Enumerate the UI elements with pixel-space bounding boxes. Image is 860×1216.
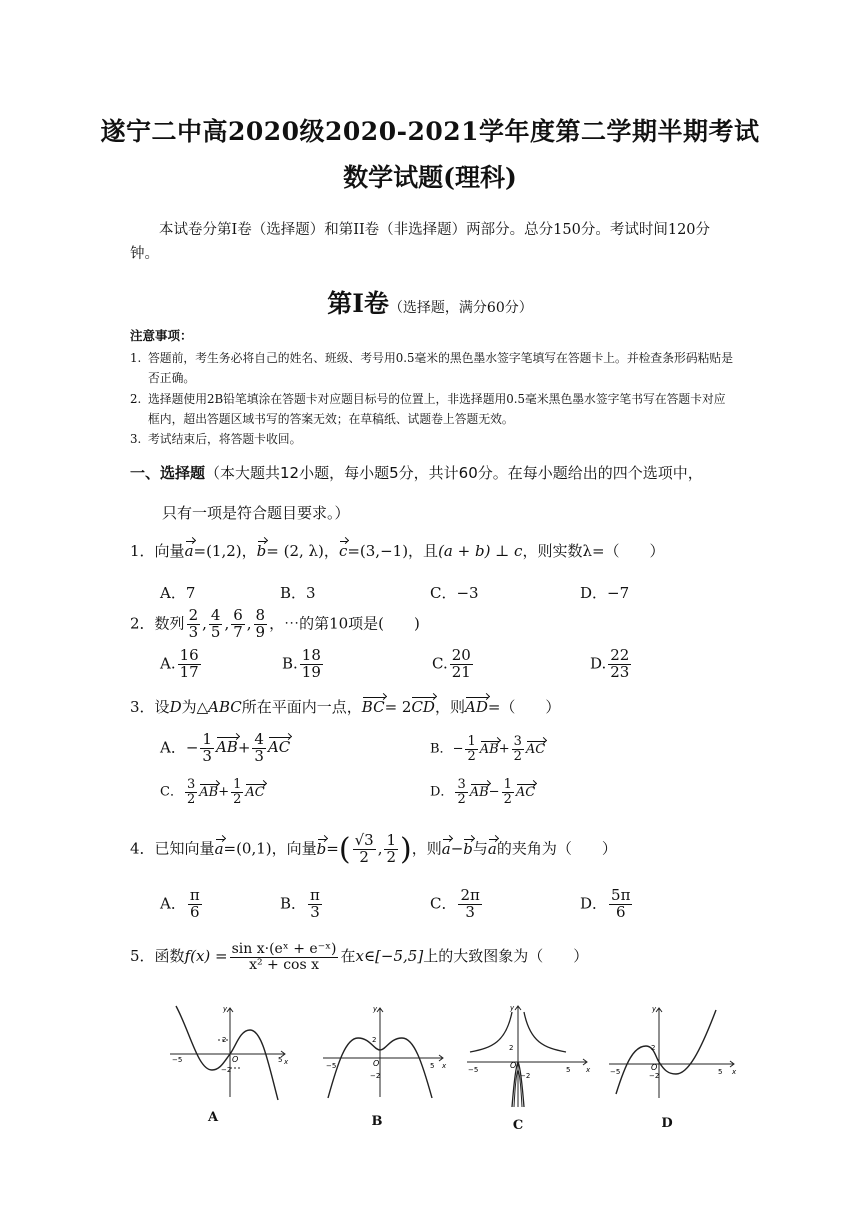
q-text: 与	[472, 839, 488, 858]
notice-text-cont: 框内，超出答题区域书写的答案无效；在草稿纸、试题卷上答题无效。	[148, 412, 514, 426]
graph-label-a: A	[207, 1110, 219, 1125]
origin-label: O	[232, 1055, 239, 1064]
q-text: 函数	[154, 947, 185, 966]
frac-num: 5π	[611, 886, 631, 904]
frac-den: 2	[457, 791, 466, 807]
q-text: 所在平面内一点，	[241, 698, 362, 716]
frac-den: 2	[359, 848, 369, 866]
frac-num: 2π	[460, 886, 480, 904]
option-label: B．	[280, 584, 307, 602]
x-axis-label: x	[586, 1066, 591, 1074]
origin-label: O	[373, 1059, 380, 1068]
vector-bc: BC	[361, 698, 385, 716]
frac-num: 1	[503, 777, 512, 792]
notice-item-3	[130, 429, 740, 449]
tick-pos5: 5	[430, 1062, 435, 1070]
frac-den: 7	[233, 622, 243, 641]
graph-label-d: D	[661, 1116, 673, 1131]
tick-pos5: 5	[278, 1056, 283, 1064]
q5-fraction	[230, 942, 339, 972]
frac-num: 4	[210, 606, 221, 624]
frac-num: 1	[202, 730, 212, 748]
q4-option-a[interactable]	[160, 888, 204, 921]
frac-den: 2	[386, 848, 397, 866]
vector-a: a	[441, 839, 451, 858]
option-label: A.	[160, 654, 176, 673]
frac-den: 21	[451, 662, 471, 681]
tick-2: 2	[509, 1044, 514, 1052]
graph-c[interactable]	[462, 1002, 592, 1112]
seq-term	[209, 608, 223, 641]
vector-c: c	[338, 542, 348, 560]
tick-neg2: −2	[520, 1072, 531, 1080]
q4-option-c[interactable]	[430, 888, 484, 921]
option-sign: −	[452, 741, 464, 757]
option-op: −	[488, 784, 500, 800]
q3-option-c[interactable]	[160, 778, 265, 806]
q-text: 为	[181, 698, 197, 716]
frac-den: 17	[179, 662, 199, 681]
option-label: A．	[160, 738, 186, 757]
notice-text: 选择题使用2B铅笔填涂在答题卡对应题目标号的位置上，非选择题用0.5毫米黑色墨水签字笔书写在答题卡对应	[148, 392, 726, 406]
paren-right: )	[400, 832, 412, 867]
q-math: =(1,2)	[193, 542, 242, 560]
vector-a: a	[214, 839, 224, 858]
graph-label-c: C	[512, 1118, 524, 1133]
vector-ab: AB	[479, 741, 499, 757]
q-text: ，则	[411, 839, 442, 858]
question-4: 4．已知向量a=(0,1)，向量b=( $\frac{√3}{2}$ , $\frac{1}{2}$ )，则a−b与a的夹角为（ ）	[130, 831, 617, 867]
vector-b: b	[256, 542, 267, 560]
frac-den: 2	[513, 748, 522, 764]
paren-left: (	[338, 832, 351, 867]
frac-num: 4	[254, 730, 264, 748]
vector-ab: AB	[199, 784, 219, 800]
option-label: C.	[432, 654, 448, 673]
frac-den: 19	[301, 662, 321, 681]
q-text: ，且	[408, 542, 439, 560]
frac-num: 1	[467, 734, 476, 749]
frac-num: 3	[186, 777, 196, 792]
frac-den: 2	[467, 748, 476, 764]
frac-den: 3	[465, 902, 475, 921]
q2-option-d[interactable]	[590, 648, 633, 681]
q2-option-c[interactable]	[432, 648, 475, 681]
frac-den: 5	[210, 622, 221, 641]
frac-num: 8	[255, 606, 266, 624]
q2-option-b[interactable]	[282, 648, 325, 681]
option-label: B．	[430, 741, 453, 757]
vector-ac: AC	[267, 738, 291, 757]
q-text: 数列	[154, 614, 185, 633]
q-text: ，则	[434, 698, 465, 716]
q-text: ，则实数λ=（ ）	[522, 542, 665, 560]
vector-ac: AC	[515, 784, 536, 800]
option-sign: −	[185, 738, 199, 757]
volume-title: 第Ⅰ卷	[327, 289, 389, 318]
frac-den: 23	[610, 662, 630, 681]
tick-pos5: 5	[566, 1066, 571, 1074]
q1-option-c[interactable]	[430, 582, 479, 603]
q-math: △ABC	[196, 698, 242, 716]
vector-a: a	[487, 839, 497, 858]
q-number: 3．	[130, 698, 155, 716]
vector-ad: AD	[464, 698, 488, 716]
option-label: A．	[160, 894, 186, 913]
q-text: ，⋯的第10项是( )	[269, 614, 420, 633]
q1-option-a[interactable]	[160, 582, 195, 603]
section-label: 一、选择题	[130, 464, 206, 482]
q-number: 5．	[130, 947, 155, 966]
frac-num: 2	[188, 606, 199, 624]
q-text: 在	[340, 947, 356, 966]
frac-den: 6	[190, 902, 200, 921]
tick-pos5: 5	[718, 1068, 723, 1076]
option-label: D．	[580, 894, 608, 913]
q2-option-a[interactable]	[160, 648, 203, 681]
tick-neg5: −5	[172, 1056, 183, 1064]
question-5	[130, 942, 588, 972]
origin-label: O	[510, 1061, 517, 1070]
q-text: =（ ）	[487, 698, 561, 716]
y-axis-label: y	[223, 1005, 228, 1013]
option-label: C．	[160, 784, 183, 800]
frac-den: 3	[310, 902, 320, 921]
q4-option-d[interactable]	[580, 888, 634, 921]
graph-d[interactable]	[604, 1002, 739, 1102]
q-text: 向量	[154, 542, 185, 560]
option-value: −3	[456, 584, 479, 602]
option-value: 7	[185, 584, 196, 602]
q-math: D	[169, 698, 182, 716]
tick-neg2: −2	[370, 1072, 381, 1080]
frac-den: 3	[188, 622, 199, 641]
q3-option-b[interactable]	[430, 735, 545, 763]
frac-den: 9	[255, 622, 266, 641]
notice-num: 3.	[130, 432, 142, 446]
q-math: = (2, λ)	[266, 542, 324, 560]
frac-num: 1	[386, 831, 397, 850]
option-label: D．	[580, 584, 608, 602]
option-op: +	[498, 741, 510, 757]
q-math: =(3,−1)	[347, 542, 409, 560]
frac-num: √3	[354, 831, 374, 850]
tick-neg5: −5	[468, 1066, 479, 1074]
q3-option-a[interactable]	[160, 732, 290, 765]
q1-option-d[interactable]	[580, 582, 629, 603]
vector-a: a	[184, 542, 194, 560]
frac-den: 3	[254, 746, 264, 765]
y-axis-label: y	[510, 1004, 515, 1012]
frac-num: 20	[451, 646, 471, 664]
option-label: B.	[282, 654, 298, 673]
frac-num: 18	[301, 646, 321, 664]
frac-num: 6	[233, 606, 243, 624]
seq-term	[187, 608, 201, 641]
tick-2: 2	[651, 1044, 656, 1052]
question-3	[130, 696, 560, 717]
option-label: D．	[430, 784, 454, 800]
section-desc: （本大题共12小题，每小题5分，共计60分。在每小题给出的四个选项中，	[205, 464, 703, 482]
q3-option-d[interactable]	[430, 778, 535, 806]
notice-heading: 注意事项：	[130, 328, 193, 343]
frac-den: 3	[202, 746, 212, 765]
q-text: 设	[154, 698, 170, 716]
section-desc-cont: 只有一项是符合题目要求。）	[162, 504, 350, 522]
notice-item-2	[130, 389, 740, 429]
exam-intro: 本试卷分第Ⅰ卷（选择题）和第II卷（非选择题）两部分。总分150分。考试时间120分钟。	[130, 222, 711, 262]
vector-ac: AC	[245, 784, 265, 800]
q-math: =(0,1)	[223, 839, 272, 858]
frac-den: 2	[233, 791, 242, 807]
option-label: C．	[430, 894, 457, 913]
frac-den: 2	[503, 791, 512, 807]
y-axis-label: y	[652, 1005, 657, 1013]
frac-num: sin x·(eˣ + e⁻ˣ)	[231, 941, 337, 957]
q-text: 已知向量	[154, 839, 215, 858]
volume-heading	[0, 284, 860, 320]
vector-ab: AB	[215, 738, 238, 757]
vector-cd: CD	[411, 698, 435, 716]
option-op: +	[237, 738, 251, 757]
option-value: −7	[607, 584, 630, 602]
notice-num: 2.	[130, 392, 142, 406]
volume-subtitle: （选择题，满分60分）	[388, 300, 533, 316]
frac-num: π	[310, 886, 320, 904]
q-number: 2．	[130, 614, 155, 633]
seq-term	[231, 608, 245, 641]
q-math: f(x) =	[184, 947, 228, 966]
graph-a[interactable]	[160, 1002, 290, 1102]
frac-den: x² + cos x	[249, 956, 320, 973]
frac-num: 16	[179, 646, 199, 664]
y-axis-label: y	[373, 1005, 378, 1013]
option-label: C．	[430, 584, 457, 602]
tick-neg2: −2	[649, 1072, 660, 1080]
q4-option-b[interactable]	[280, 888, 324, 921]
q-text: ，向量	[271, 839, 317, 858]
vector-b: b	[316, 839, 327, 858]
question-1: 1．向量a=(1,2)，b= (2, λ)，c=(3,−1)，且(a + b) ⊥ c，则实数λ=（ ）	[130, 542, 665, 560]
origin-label: O	[651, 1063, 658, 1072]
exam-title: 遂宁二中高2020级2020-2021学年度第二学期半期考试	[100, 117, 760, 146]
frac-num: 1	[233, 777, 242, 792]
tick-neg5: −5	[326, 1062, 337, 1070]
seq-term	[254, 608, 268, 641]
frac-num: 3	[513, 734, 522, 749]
x-axis-label: x	[442, 1062, 447, 1070]
question-2: 2．数列 $\frac{2}{3}$ , $\frac{4}{5}$ , $\frac{6}{7}$ , $\frac{8}{9}$ ，⋯的第10项是( )	[130, 606, 420, 641]
q-math: x∈[−5,5]	[355, 947, 424, 966]
graph-b[interactable]	[318, 1002, 448, 1102]
vector-b: b	[463, 839, 473, 858]
frac-num: π	[189, 886, 200, 904]
q-number: 1．	[130, 542, 155, 560]
q-text: 的夹角为（ ）	[496, 839, 617, 858]
q1-option-b[interactable]	[280, 582, 316, 603]
notice-text: 答题前，考生务必将自己的姓名、班级、考号用0.5毫米的黑色墨水签字笔填写在答题卡上。并检查条形码粘贴是	[148, 351, 734, 365]
option-op: +	[218, 784, 230, 800]
option-label: A．	[160, 584, 186, 602]
frac-num: 3	[457, 777, 466, 792]
notice-item-1	[130, 348, 740, 388]
frac-den: 6	[615, 902, 626, 921]
x-axis-label: x	[284, 1058, 289, 1066]
exam-subtitle: 数学试题(理科)	[343, 163, 517, 192]
q-math: = 2	[384, 698, 412, 716]
vector-ab: AB	[469, 784, 489, 800]
option-label: D.	[590, 654, 607, 673]
q-text: 上的大致图象为（ ）	[423, 947, 589, 966]
notice-text-cont: 否正确。	[148, 371, 196, 385]
tick-neg5: −5	[610, 1068, 621, 1076]
q-math: (a + b) ⊥ c	[438, 542, 523, 560]
frac-den: 2	[186, 791, 196, 807]
vector-ac: AC	[525, 741, 546, 757]
section-heading	[130, 460, 740, 526]
option-label: B．	[280, 894, 307, 913]
notice-num: 1.	[130, 351, 142, 365]
tick-neg2: −2	[221, 1066, 232, 1074]
q-number: 4．	[130, 839, 155, 858]
option-value: 3	[306, 584, 316, 602]
notice-text: 考试结束后，将答题卡收回。	[148, 432, 302, 446]
frac-num: 22	[610, 646, 630, 664]
tick-2: 2	[372, 1036, 377, 1044]
x-axis-label: x	[732, 1068, 737, 1076]
graph-label-b: B	[371, 1114, 383, 1129]
tick-2: 2	[222, 1036, 227, 1044]
